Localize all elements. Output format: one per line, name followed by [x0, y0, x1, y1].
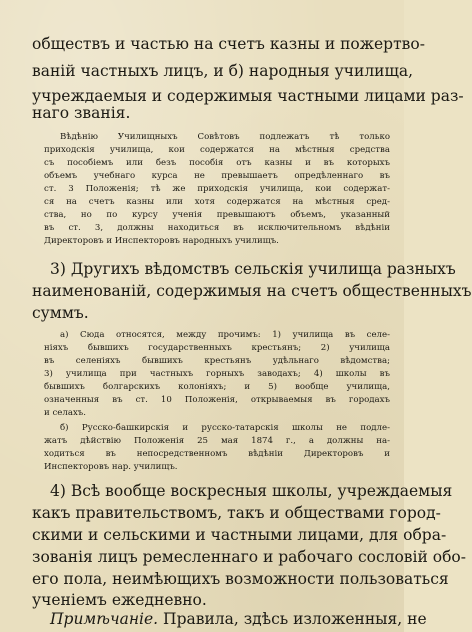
note-1-line: ства, но по курсу ученія превышаютъ объемъ, указанный: [44, 210, 390, 220]
paragraph-4-line: 4) Всѣ вообще воскресныя школы, учреждаемыя: [50, 482, 453, 500]
note-2a-line: означенныя въ ст. 10 Положенія, открываемыя въ городахъ: [44, 395, 390, 405]
paragraph-1-line: наго званія.: [32, 104, 131, 122]
note-1-line: Вѣдѣнію Училищныхъ Совѣтовъ подлежатъ тѣ только: [60, 132, 390, 142]
note-1-line: съ пособіемъ или безъ пособія отъ казны и въ которыхъ: [44, 158, 390, 168]
note-2b-line: Инспекторовъ нар. училищъ.: [44, 462, 178, 472]
paragraph-4-line: зованія лицъ ремесленнаго и рабочаго сословій обо-: [32, 548, 466, 566]
note-2b-line: б) Русско-башкирскія и русско-татарскія школы не подле-: [60, 423, 390, 433]
note-2a-line: 3) училища при частныхъ горныхъ заводахъ; 4) школы въ: [44, 369, 390, 379]
paragraph-4-line: скими и сельскими и частными лицами, для обра-: [32, 526, 447, 544]
note-2a-line: ніяхъ бывшихъ государственныхъ крестьянъ; 2) училища: [44, 343, 390, 353]
paragraph-1-line: учреждаемыя и содержимыя частными лицами раз-: [32, 87, 464, 105]
paragraph-1-line: обществъ и частью на счетъ казны и пожертво-: [32, 35, 425, 53]
note-1-line: Директоровъ и Инспекторовъ народныхъ училищъ.: [44, 236, 279, 246]
note-2a-line: бывшихъ болгарскихъ колоніяхъ; и 5) вообще училища,: [44, 382, 390, 392]
paragraph-4-line: ученіемъ ежедневно.: [32, 591, 207, 609]
note-2b-line: ходиться въ непосредственномъ вѣдѣніи Директоровъ и: [44, 449, 390, 459]
paragraph-4-line: какъ правительствомъ, такъ и обществами город-: [32, 504, 441, 522]
note-1-line: приходскія училища, кои содержатся на мѣстныя средства: [44, 145, 390, 155]
note-1-line: ст. 3 Положенія; тѣ же приходскія училища, кои содержат-: [44, 184, 390, 194]
note-1-line: объемъ учебнаго курса не превышаетъ опредѣленнаго въ: [44, 171, 390, 181]
note-1-line: въ ст. 3, должны находиться въ исключительномъ вѣдѣніи: [44, 223, 390, 233]
paragraph-1-line: ваній частныхъ лицъ, и б) народныя училища,: [32, 62, 414, 80]
note-1-line: ся на счетъ казны или хотя содержатся на мѣстныя сред-: [44, 197, 390, 207]
note-2a-line: а) Сюда относятся, между прочимъ: 1) училища въ селе-: [60, 330, 390, 340]
paragraph-3-line: 3) Другихъ вѣдомствъ сельскія училища разныхъ: [50, 260, 456, 278]
note-2a-line: въ селеніяхъ бывшихъ крестьянъ удѣльнаго вѣдомства;: [44, 356, 390, 366]
paragraph-3-line: наименованій, содержимыя на счетъ общественныхъ: [32, 282, 472, 300]
footnote-label: Примѣчаніе.: [50, 610, 159, 628]
paragraph-4-line: его пола, неимѣющихъ возможности пользоваться: [32, 570, 449, 588]
footnote-line: [50, 610, 427, 628]
note-2a-line: и селахъ.: [44, 408, 86, 418]
footnote-text: Правила, здѣсь изложенныя, не: [163, 610, 427, 628]
note-2b-line: жатъ дѣйствію Положенія 25 мая 1874 г., а должны на-: [44, 436, 390, 446]
paragraph-3-line: суммъ.: [32, 304, 89, 322]
